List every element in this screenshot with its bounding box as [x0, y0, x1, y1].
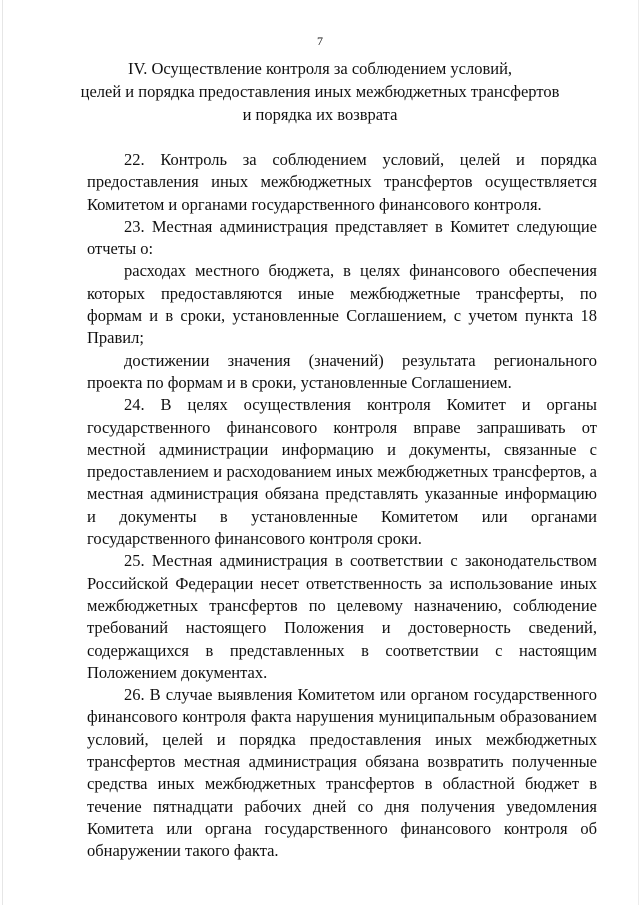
paragraph-23-item-results: достижении значения (значений) результата регионального проекта по формам и в сроки, установленные Соглашением.	[87, 350, 597, 392]
paragraph-25: 25. Местная администрация в соответствии с законодательством Российской Федерации несет ответственность за использование иных межбюджетных трансфертов по целевому назначению, соблюдение требований настоящего Положения и достоверность сведений, содержащихся в представленных в соответствии с настоящим Положением документах.	[87, 551, 597, 682]
heading-line-2: целей и порядка предоставления иных межбюджетных трансфертов	[80, 82, 560, 101]
scan-edge-left	[2, 0, 3, 905]
page-number: 7	[317, 34, 323, 48]
paragraph-23-item-expenses: расходах местного бюджета, в целях финансового обеспечения которых предоставляются иные межбюджетные трансферты, по формам и в сроки, установленные Соглашением, с учетом пункта 18 Правил;	[87, 261, 597, 348]
paragraph-24: 24. В целях осуществления контроля Комитет и органы государственного финансового контроля вправе запрашивать от местной администрации информацию и документы, связанные с предоставлением и расходованием иных межбюджетных трансфертов, а местная администрация обязана представлять указанные информацию и документы в установленные Комитетом или органами государственного финансового контроля сроки.	[87, 395, 597, 549]
heading-line-3: и порядка их возврата	[242, 105, 398, 124]
heading-line-1: IV. Осуществление контроля за соблюдением условий,	[127, 59, 513, 78]
section-heading	[60, 57, 580, 126]
paragraph-22: 22. Контроль за соблюдением условий, целей и порядка предоставления иных межбюджетных трансфертов осуществляется Комитетом и органами государственного финансового контроля.	[87, 150, 597, 214]
paragraph-26: 26. В случае выявления Комитетом или органом государственного финансового контроля факта нарушения муниципальным образованием условий, целей и порядка предоставления иных межбюджетных трансфертов местная администрация обязана возвратить полученные средства иных межбюджетных трансфертов в областной бюджет в течение пятнадцати рабочих дней со дня получения уведомления Комитета или органа государственного финансового контроля об обнаружении такого факта.	[87, 685, 597, 861]
scan-edge-right	[638, 0, 639, 905]
section-body	[87, 149, 597, 863]
paragraph-23: 23. Местная администрация представляет в Комитет следующие отчеты о:	[87, 216, 597, 259]
